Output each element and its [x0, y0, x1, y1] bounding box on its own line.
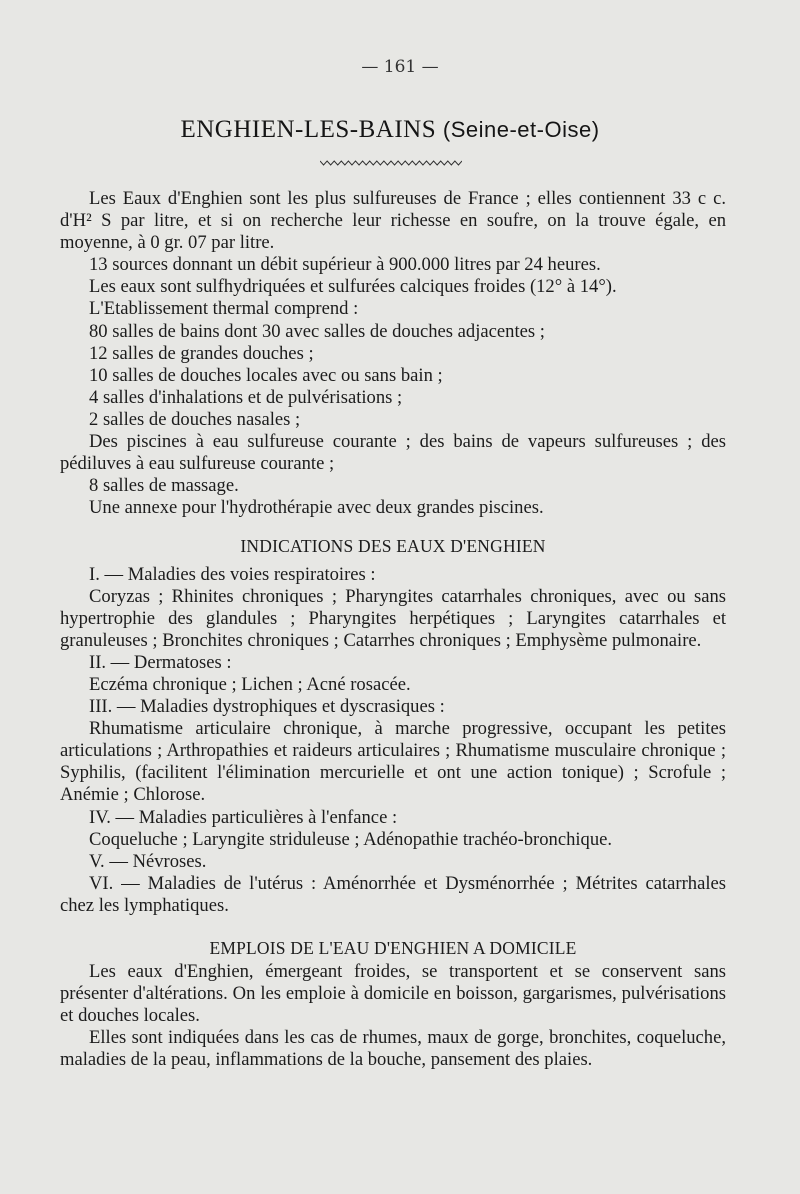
- paragraph: L'Etablissement thermal comprend :: [89, 298, 359, 320]
- indication-detail: Rhumatisme articulaire chronique, à marche progressive, occupant les petites articulations ; Arthropathies et raideurs articulaires ; Rhumatisme musculaire chronique ; Syphilis, (facilitent l'élimination mercurielle et ont une action tonique) ; Scrofule ; Anémie ; Chlorose.: [60, 718, 726, 806]
- list-item: 12 salles de grandes douches ;: [89, 342, 314, 364]
- indication-category: I. — Maladies des voies respiratoires :: [89, 563, 376, 585]
- list-item: 2 salles de douches nasales ;: [89, 408, 301, 430]
- list-item: 8 salles de massage.: [89, 475, 239, 497]
- paragraph: Les Eaux d'Enghien sont les plus sulfureuses de France ; elles contiennent 33 c c. d'H² S par litre, et si on recherche leur richesse en soufre, on la trouve égale, en moyenne, à 0 gr. 07 par litre.: [60, 188, 726, 254]
- page-title: [0, 116, 780, 144]
- paragraph: Les eaux sont sulfhydriquées et sulfurées calciques froides (12° à 14°).: [89, 276, 617, 298]
- indication-category: III. — Maladies dystrophiques et dyscrasiques :: [89, 696, 445, 718]
- paragraph: Elles sont indiquées dans les cas de rhumes, maux de gorge, bronchites, coqueluche, maladies de la peau, inflammations de la bouche, pansement des plaies.: [60, 1027, 726, 1071]
- indication-category: VI. — Maladies de l'utérus : Aménorrhée et Dysménorrhée ; Métrites catarrhales chez les lymphatiques.: [60, 872, 726, 916]
- list-item: 80 salles de bains dont 30 avec salles de douches adjacentes ;: [89, 320, 545, 342]
- ornament-divider: [320, 157, 462, 169]
- indication-detail: Coryzas ; Rhinites chroniques ; Pharyngites catarrhales chroniques, avec ou sans hypertrophie des glandules ; Pharyngites herpétiques ; Laryngites catarrhales et granuleuses ; Bronchites chroniques ; Catarrhes chroniques ; Emphysème pulmonaire.: [60, 585, 726, 651]
- list-item: 4 salles d'inhalations et de pulvérisations ;: [89, 386, 403, 408]
- indication-detail: Coqueluche ; Laryngite striduleuse ; Adénopathie trachéo-bronchique.: [89, 828, 613, 850]
- paragraph: Une annexe pour l'hydrothérapie avec deux grandes piscines.: [89, 497, 544, 519]
- document-body: [60, 188, 726, 1072]
- indication-category: V. — Névroses.: [89, 850, 207, 872]
- title-main: ENGHIEN-LES-BAINS: [180, 116, 437, 143]
- paragraph: Les eaux d'Enghien, émergeant froides, se transportent et se conservent sans présenter d'altérations. On les emploie à domicile en boisson, gargarismes, pulvérisations et douches locales.: [60, 961, 726, 1027]
- section-heading-indications: INDICATIONS DES EAUX D'ENGHIEN: [240, 536, 546, 557]
- indication-category: II. — Dermatoses :: [89, 651, 232, 673]
- title-region: (Seine-et-Oise): [442, 117, 600, 142]
- section-heading-emplois: EMPLOIS DE L'EAU D'ENGHIEN A DOMICILE: [209, 938, 577, 958]
- indication-category: IV. — Maladies particulières à l'enfance :: [89, 806, 398, 828]
- indication-detail: Eczéma chronique ; Lichen ; Acné rosacée.: [89, 673, 411, 695]
- list-item: 10 salles de douches locales avec ou sans bain ;: [89, 364, 443, 386]
- list-item: Des piscines à eau sulfureuse courante ; des bains de vapeurs sulfureuses ; des pédiluves à eau sulfureuse courante ;: [60, 431, 726, 475]
- page-number: — 161 —: [361, 57, 439, 77]
- paragraph: 13 sources donnant un débit supérieur à 900.000 litres par 24 heures.: [89, 254, 601, 276]
